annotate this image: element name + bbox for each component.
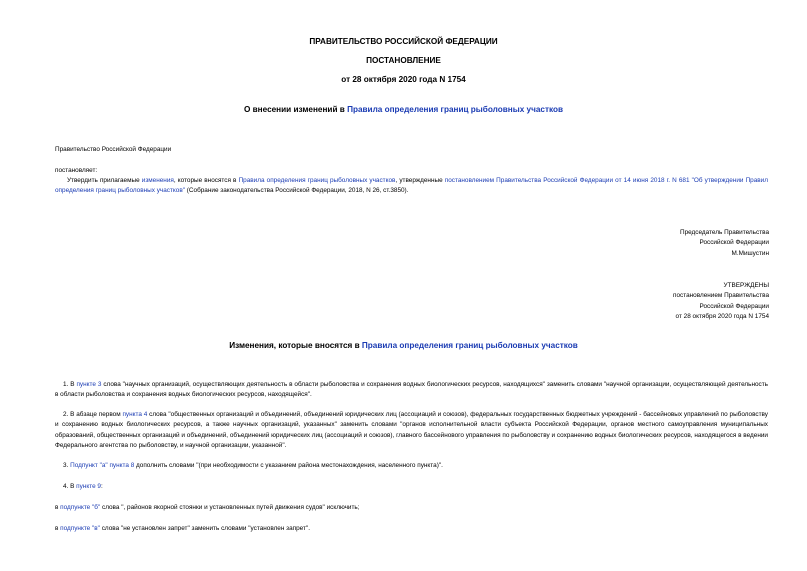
preamble-paragraph: [55, 176, 768, 197]
item-5-text-a: в: [55, 504, 61, 511]
resolution-681-link[interactable]: постановлением Правительства Российской Федерации от 14 июня 2018 г. N 681 "Об утверждении Правил определения границ рыболовных участков": [55, 177, 768, 195]
rules-link-3[interactable]: Правила определения границ рыболовных участков: [361, 341, 578, 350]
approval-heading: УТВЕРЖДЕНЫ: [723, 282, 769, 289]
signature-block: [680, 228, 769, 259]
point-4-link[interactable]: пункта 4: [122, 411, 148, 418]
item-1-text-b: слова "научных организаций, осуществляющих деятельность в области рыболовства и сохранения водных биологических ресурсов, находящихся" заменить словами "научной организации, осуществляющей деятельность в области рыболовства и сохранения водных биологических ресурсов, находящейся".: [55, 381, 769, 399]
preamble-text-3: , утвержденные: [395, 177, 445, 184]
item-5-text-b: слова ", районов якорной стоянки и установленных путей движения судов" исключить;: [100, 504, 360, 511]
list-item: [55, 524, 768, 534]
signature-country: Российской Федерации: [699, 239, 769, 247]
government-heading: ПРАВИТЕЛЬСТВО РОССИЙСКОЙ ФЕДЕРАЦИИ: [309, 37, 498, 46]
item-4-text-b: :: [100, 483, 103, 490]
subpoint-a-point-8-link[interactable]: Подпункт "а" пункта 8: [70, 462, 135, 469]
decides-text: постановляет:: [55, 167, 98, 174]
subpoint-b-link[interactable]: подпункте "б": [60, 504, 101, 511]
changes-title: [0, 341, 807, 350]
approval-block: [673, 281, 769, 323]
item-3-text-b: дополнить словами "(при необходимости с указанием района местонахождения, населенного пункта)".: [134, 462, 443, 469]
changes-link[interactable]: изменения: [141, 177, 174, 184]
item-2-text-a: 2. В абзаце первом: [63, 411, 123, 418]
item-2-text-b: слова "общественных организаций и объединений, объединений юридических лиц (ассоциаций и союзов), федеральных государственных бюджетных учреждений - бассейновых управлений по рыболовству и сохранению водных биологических ресурсов, а также научных организаций, указанных" заменить словами "органов исполнительной власти субъекта Российской Федерации, органов местного самоуправления муниципальных образований, общественных организаций и объединений, объединений юридических лиц (ассоциаций и союзов), главного бассейнового управления по рыболовству и сохранению водных биологических ресурсов, находящегося в ведении Федерального агентства по рыболовству, и научной организации, указанной".: [55, 411, 768, 450]
item-4-text-a: 4. В: [63, 483, 77, 490]
document-title-text: О внесении изменений в: [244, 105, 348, 114]
preamble-text-1: Утвердить прилагаемые: [67, 177, 142, 184]
rules-link-2[interactable]: Правила определения границ рыболовных участков: [238, 177, 396, 184]
rules-link[interactable]: Правила определения границ рыболовных участков: [347, 105, 563, 114]
list-item: [55, 380, 768, 401]
approval-line-2: постановлением Правительства: [673, 292, 769, 300]
approval-line-3: Российской Федерации: [699, 302, 769, 310]
point-3-link[interactable]: пункте 3: [76, 381, 102, 388]
point-9-link[interactable]: пункте 9: [76, 483, 101, 490]
document-title: [0, 105, 807, 114]
item-3-text-a: 3.: [63, 462, 71, 469]
item-1-text-a: 1. В: [63, 381, 77, 388]
changes-title-text: Изменения, которые вносятся в: [229, 341, 362, 350]
issuer-text: Правительство Российской Федерации: [55, 146, 172, 153]
approval-line-4: от 28 октября 2020 года N 1754: [675, 313, 769, 321]
document-type-heading: ПОСТАНОВЛЕНИЕ: [366, 56, 441, 65]
signature-name: М.Мишустин: [731, 249, 769, 257]
item-6-text-a: в: [55, 525, 61, 532]
subpoint-v-link[interactable]: подпункте "в": [60, 525, 100, 532]
preamble-text-2: , которые вносятся в: [173, 177, 239, 184]
list-item: [63, 482, 103, 492]
document-date-number: от 28 октября 2020 года N 1754: [341, 75, 466, 84]
list-item: [55, 410, 768, 452]
item-6-text-b: слова "не установлен запрет" заменить словами "установлен запрет".: [99, 525, 310, 532]
list-item: [55, 503, 768, 513]
list-item: [63, 461, 768, 471]
preamble-text-4: (Собрание законодательства Российской Федерации, 2018, N 26, ст.3850).: [185, 187, 409, 195]
signature-position: Председатель Правительства: [680, 229, 769, 236]
